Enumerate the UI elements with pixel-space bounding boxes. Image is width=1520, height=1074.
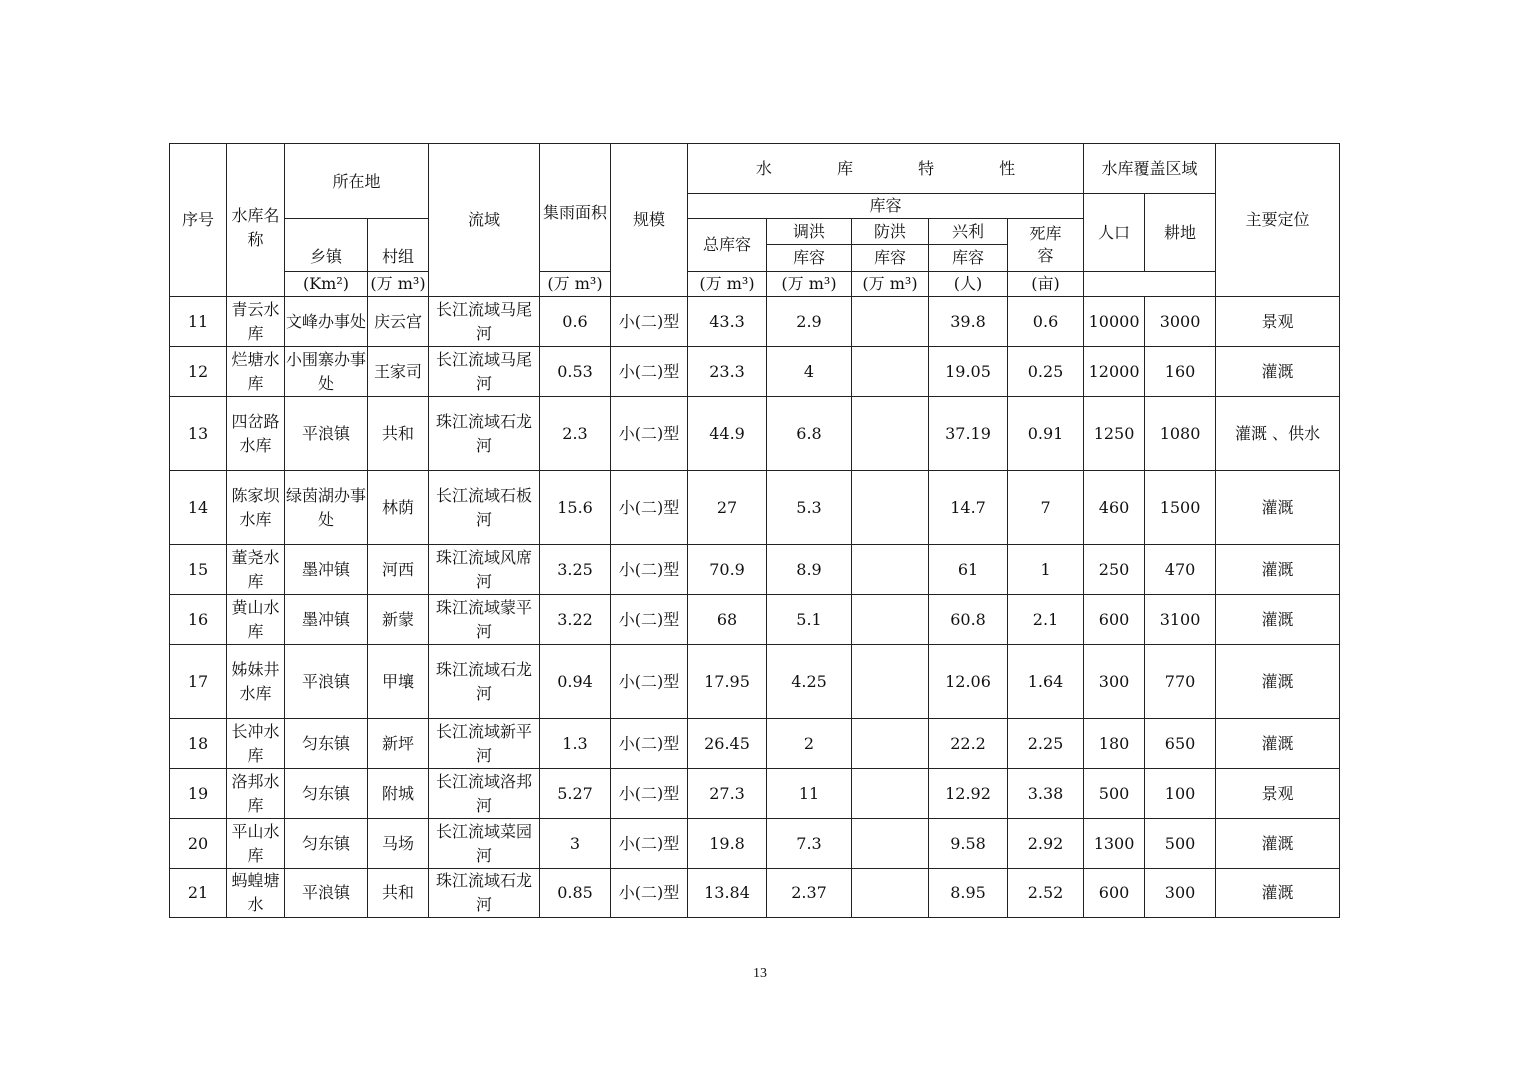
cell-basin: 长江流域石板河 [429,471,540,545]
cell-role: 灌溉 [1216,819,1340,869]
cell-dead: 2.92 [1008,819,1084,869]
cell-total: 27 [688,471,767,545]
cell-total: 44.9 [688,397,767,471]
cell-reg: 6.8 [767,397,852,471]
table-row [170,869,1340,918]
cell-village: 新坪 [368,719,429,769]
table-row [170,719,1340,769]
cell-town: 墨冲镇 [285,545,368,595]
cell-town: 匀东镇 [285,769,368,819]
page-number: 13 [753,966,767,981]
cell-area: 0.94 [540,645,611,719]
cell-seq: 11 [170,297,227,347]
cell-area: 3.22 [540,595,611,645]
cell-role: 灌溉 [1216,645,1340,719]
cell-scale: 小(二)型 [611,471,688,545]
cell-ctrl [852,595,929,645]
cell-village: 附城 [368,769,429,819]
cell-reg: 5.1 [767,595,852,645]
cell-town: 墨冲镇 [285,595,368,645]
cell-area: 15.6 [540,471,611,545]
header-basin: 流域 [429,144,540,297]
cell-village: 庆云宫 [368,297,429,347]
unit-population: (人) [929,272,1008,297]
cell-area: 1.3 [540,719,611,769]
header-village: 村组 [368,219,429,272]
cell-role: 灌溉 [1216,347,1340,397]
cell-scale: 小(二)型 [611,719,688,769]
table-row [170,769,1340,819]
cell-area: 3 [540,819,611,869]
cell-area: 0.6 [540,297,611,347]
header-catchment: 集雨面积 [540,144,611,272]
cell-village: 新蒙 [368,595,429,645]
cell-name: 平山水库 [227,819,285,869]
cell-benefit: 22.2 [929,719,1008,769]
cell-ctrl [852,297,929,347]
cell-village: 河西 [368,545,429,595]
header-name: 水库名称 [227,144,285,297]
cell-dead: 0.91 [1008,397,1084,471]
cell-total: 68 [688,595,767,645]
cell-seq: 12 [170,347,227,397]
cell-pop: 180 [1084,719,1145,769]
header-population: 人口 [1084,194,1145,272]
cell-total: 19.8 [688,819,767,869]
header-flood-control-bottom: 库容 [874,248,907,267]
cell-farm: 1500 [1145,471,1216,545]
table-row [170,645,1340,719]
unit-total: (万 m³) [368,272,429,297]
cell-pop: 600 [1084,595,1145,645]
cell-pop: 10000 [1084,297,1145,347]
header-benefit [929,219,1008,272]
table-row [170,297,1340,347]
cell-area: 5.27 [540,769,611,819]
header-role: 主要定位 [1216,144,1340,297]
cell-reg: 4 [767,347,852,397]
cell-reg: 2 [767,719,852,769]
cell-town: 平浪镇 [285,645,368,719]
cell-town: 绿茵湖办事处 [285,471,368,545]
cell-role: 灌溉 [1216,545,1340,595]
cell-benefit: 9.58 [929,819,1008,869]
cell-area: 0.85 [540,869,611,918]
cell-town: 匀东镇 [285,819,368,869]
cell-basin: 长江流域菜园河 [429,819,540,869]
table-row [170,347,1340,397]
cell-scale: 小(二)型 [611,397,688,471]
cell-reg: 11 [767,769,852,819]
cell-farm: 160 [1145,347,1216,397]
cell-benefit: 12.92 [929,769,1008,819]
cell-ctrl [852,347,929,397]
unit-flood-control: (万 m³) [688,272,767,297]
cell-farm: 300 [1145,869,1216,918]
cell-role: 灌溉 、供水 [1216,397,1340,471]
cell-seq: 16 [170,595,227,645]
cell-pop: 500 [1084,769,1145,819]
cell-ctrl [852,819,929,869]
cell-benefit: 37.19 [929,397,1008,471]
cell-pop: 460 [1084,471,1145,545]
cell-name: 青云水库 [227,297,285,347]
cell-seq: 14 [170,471,227,545]
unit-flood-regulation: (万 m³) [540,272,611,297]
cell-benefit: 60.8 [929,595,1008,645]
cell-reg: 7.3 [767,819,852,869]
cell-total: 43.3 [688,297,767,347]
cell-basin: 长江流域新平河 [429,719,540,769]
cell-farm: 3100 [1145,595,1216,645]
cell-ctrl [852,545,929,595]
cell-town: 小围寨办事处 [285,347,368,397]
cell-scale: 小(二)型 [611,545,688,595]
header-flood-regulation-bottom: 库容 [793,248,826,267]
cell-farm: 470 [1145,545,1216,595]
cell-scale: 小(二)型 [611,645,688,719]
header-flood-control [852,219,929,272]
cell-scale: 小(二)型 [611,297,688,347]
cell-benefit: 39.8 [929,297,1008,347]
cell-ctrl [852,397,929,471]
cell-farm: 3000 [1145,297,1216,347]
cell-village: 王家司 [368,347,429,397]
cell-ctrl [852,869,929,918]
table-body [170,297,1340,918]
cell-benefit: 8.95 [929,869,1008,918]
header-total: 总库容 [688,219,767,272]
unit-farmland: (亩) [1008,272,1084,297]
cell-dead: 2.1 [1008,595,1084,645]
cell-scale: 小(二)型 [611,819,688,869]
header-dead [1008,219,1084,272]
cell-basin: 长江流域洛邦河 [429,769,540,819]
cell-seq: 18 [170,719,227,769]
cell-area: 3.25 [540,545,611,595]
cell-pop: 12000 [1084,347,1145,397]
cell-town: 平浪镇 [285,869,368,918]
header-farmland: 耕地 [1145,194,1216,272]
cell-seq: 19 [170,769,227,819]
cell-seq: 21 [170,869,227,918]
cell-pop: 250 [1084,545,1145,595]
cell-benefit: 19.05 [929,347,1008,397]
cell-pop: 1300 [1084,819,1145,869]
cell-farm: 650 [1145,719,1216,769]
cell-ctrl [852,645,929,719]
cell-dead: 1.64 [1008,645,1084,719]
header-storage: 库容 [688,194,1084,219]
cell-seq: 13 [170,397,227,471]
cell-reg: 4.25 [767,645,852,719]
table-row [170,471,1340,545]
cell-seq: 17 [170,645,227,719]
header-seq: 序号 [170,144,227,297]
cell-town: 匀东镇 [285,719,368,769]
cell-village: 共和 [368,869,429,918]
cell-dead: 7 [1008,471,1084,545]
header-coverage: 水库覆盖区域 [1084,144,1216,194]
cell-total: 26.45 [688,719,767,769]
cell-farm: 770 [1145,645,1216,719]
cell-scale: 小(二)型 [611,595,688,645]
header-benefit-top: 兴利 [929,219,1007,245]
cell-role: 灌溉 [1216,595,1340,645]
header-dead-top: 死库 [1029,224,1062,243]
cell-name: 姊妹井水库 [227,645,285,719]
table-row [170,545,1340,595]
cell-benefit: 61 [929,545,1008,595]
header-flood-control-top: 防洪 [852,219,928,245]
table-row [170,819,1340,869]
cell-ctrl [852,471,929,545]
cell-farm: 1080 [1145,397,1216,471]
cell-total: 17.95 [688,645,767,719]
cell-pop: 300 [1084,645,1145,719]
cell-town: 文峰办事处 [285,297,368,347]
header-flood-regulation [767,219,852,272]
cell-basin: 珠江流域石龙河 [429,397,540,471]
cell-name: 四岔路水库 [227,397,285,471]
cell-village: 甲壤 [368,645,429,719]
cell-dead: 0.25 [1008,347,1084,397]
cell-name: 长冲水库 [227,719,285,769]
cell-role: 灌溉 [1216,869,1340,918]
header-scale: 规模 [611,144,688,297]
cell-basin: 珠江流域蒙平河 [429,595,540,645]
cell-total: 70.9 [688,545,767,595]
cell-name: 洛邦水库 [227,769,285,819]
cell-reg: 2.37 [767,869,852,918]
header-benefit-bottom: 库容 [952,248,985,267]
cell-area: 2.3 [540,397,611,471]
unit-benefit: (万 m³) [767,272,852,297]
cell-reg: 8.9 [767,545,852,595]
cell-dead: 2.25 [1008,719,1084,769]
cell-ctrl [852,719,929,769]
cell-total: 23.3 [688,347,767,397]
cell-pop: 600 [1084,869,1145,918]
cell-name: 董尧水库 [227,545,285,595]
cell-scale: 小(二)型 [611,347,688,397]
cell-dead: 3.38 [1008,769,1084,819]
cell-scale: 小(二)型 [611,769,688,819]
cell-role: 灌溉 [1216,719,1340,769]
cell-basin: 珠江流域石龙河 [429,869,540,918]
cell-total: 27.3 [688,769,767,819]
cell-dead: 0.6 [1008,297,1084,347]
cell-town: 平浪镇 [285,397,368,471]
cell-ctrl [852,769,929,819]
cell-basin: 珠江流域石龙河 [429,645,540,719]
cell-farm: 500 [1145,819,1216,869]
table-header [170,144,1340,297]
cell-dead: 2.52 [1008,869,1084,918]
cell-village: 马场 [368,819,429,869]
cell-pop: 1250 [1084,397,1145,471]
table-row [170,595,1340,645]
cell-name: 黄山水库 [227,595,285,645]
header-dead-bottom: 容 [1037,246,1054,265]
cell-total: 13.84 [688,869,767,918]
cell-reg: 2.9 [767,297,852,347]
cell-name: 烂塘水库 [227,347,285,397]
cell-seq: 20 [170,819,227,869]
cell-basin: 长江流域马尾河 [429,297,540,347]
cell-village: 共和 [368,397,429,471]
header-town: 乡镇 [285,219,368,272]
table-row [170,397,1340,471]
cell-basin: 长江流域马尾河 [429,347,540,397]
header-flood-regulation-top: 调洪 [767,219,851,245]
cell-farm: 100 [1145,769,1216,819]
cell-role: 景观 [1216,769,1340,819]
cell-benefit: 12.06 [929,645,1008,719]
reservoir-table [169,143,1340,918]
cell-village: 林荫 [368,471,429,545]
cell-scale: 小(二)型 [611,869,688,918]
cell-name: 蚂蝗塘水 [227,869,285,918]
cell-dead: 1 [1008,545,1084,595]
cell-name: 陈家坝水库 [227,471,285,545]
cell-role: 景观 [1216,297,1340,347]
header-location: 所在地 [285,144,429,219]
unit-catchment: (Km²) [285,272,368,297]
cell-area: 0.53 [540,347,611,397]
cell-role: 灌溉 [1216,471,1340,545]
header-properties: 水 库 特 性 [688,144,1084,194]
unit-dead: (万 m³) [852,272,929,297]
cell-basin: 珠江流域风席河 [429,545,540,595]
cell-seq: 15 [170,545,227,595]
cell-benefit: 14.7 [929,471,1008,545]
cell-reg: 5.3 [767,471,852,545]
